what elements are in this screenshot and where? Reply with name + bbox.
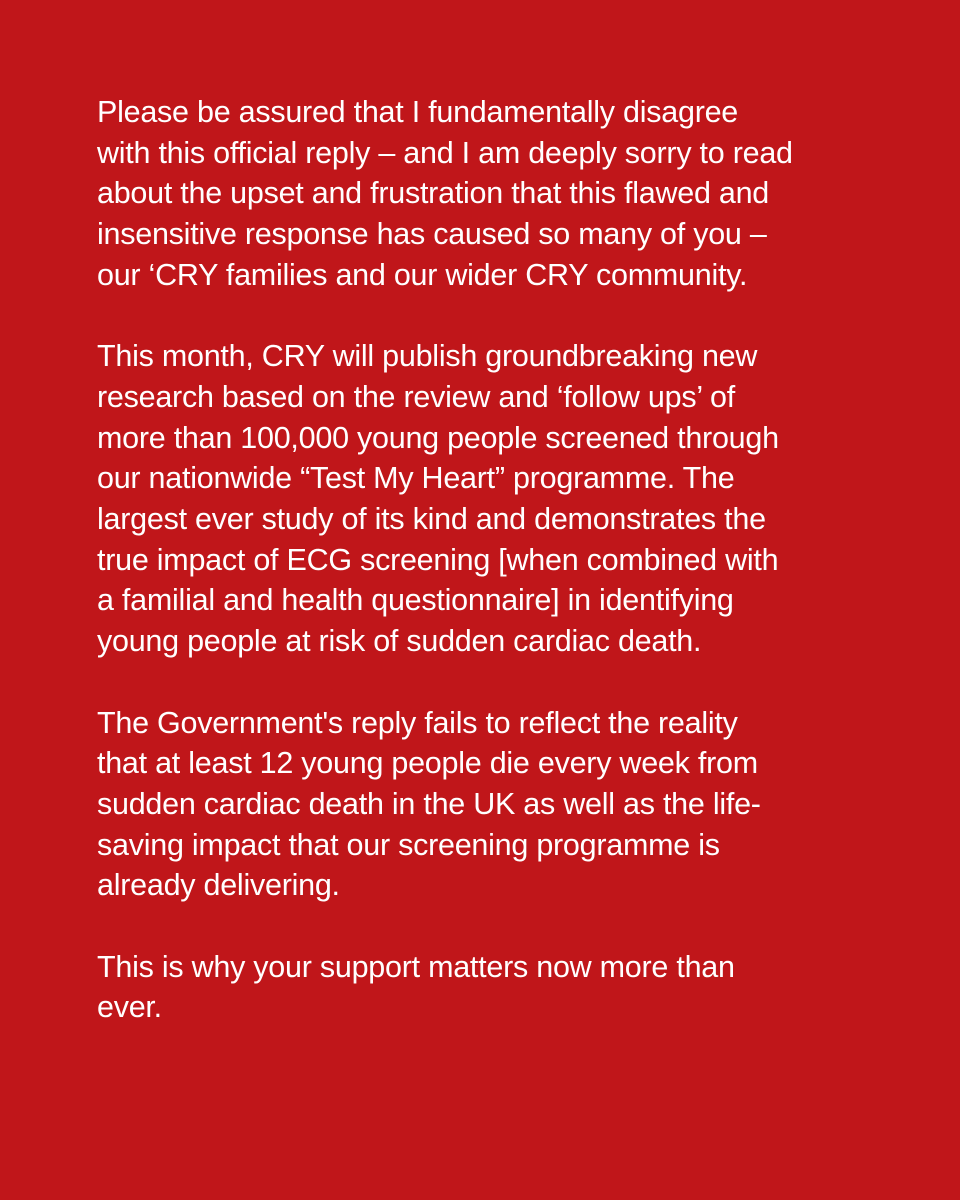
text-line: already delivering. bbox=[97, 868, 340, 903]
text-line: This month, CRY will publish groundbreaking new bbox=[97, 339, 758, 374]
text-line: The Government's reply fails to reflect the reality bbox=[97, 705, 738, 740]
text-line: with this official reply – and I am deeply sorry to read bbox=[97, 135, 793, 170]
text-line: a familial and health questionnaire] in identifying bbox=[97, 583, 734, 618]
paragraph-research bbox=[97, 336, 864, 662]
text-line: our nationwide “Test My Heart” programme. The bbox=[97, 461, 735, 496]
text-line: about the upset and frustration that this flawed and bbox=[97, 176, 770, 211]
text-line: our ‘CRY families and our wider CRY community. bbox=[97, 257, 748, 292]
text-line: that at least 12 young people die every week from bbox=[97, 746, 758, 781]
paragraph-support bbox=[97, 947, 864, 1028]
paragraph-disagreement bbox=[97, 92, 864, 296]
text-line: This is why your support matters now more than bbox=[97, 949, 735, 984]
text-line: ever. bbox=[97, 990, 162, 1025]
text-line: largest ever study of its kind and demonstrates the bbox=[97, 502, 766, 537]
text-line: Please be assured that I fundamentally disagree bbox=[97, 95, 739, 129]
text-line: research based on the review and ‘follow ups’ of bbox=[97, 379, 735, 414]
paragraph-government-reply bbox=[97, 703, 864, 907]
text-line: saving impact that our screening programme is bbox=[97, 827, 720, 862]
text-line: true impact of ECG screening [when combined with bbox=[97, 542, 779, 577]
text-line: sudden cardiac death in the UK as well as the life- bbox=[97, 786, 761, 821]
text-line: more than 100,000 young people screened through bbox=[97, 420, 779, 455]
text-line: young people at risk of sudden cardiac death. bbox=[97, 624, 702, 659]
text-line: insensitive response has caused so many of you – bbox=[97, 217, 767, 252]
